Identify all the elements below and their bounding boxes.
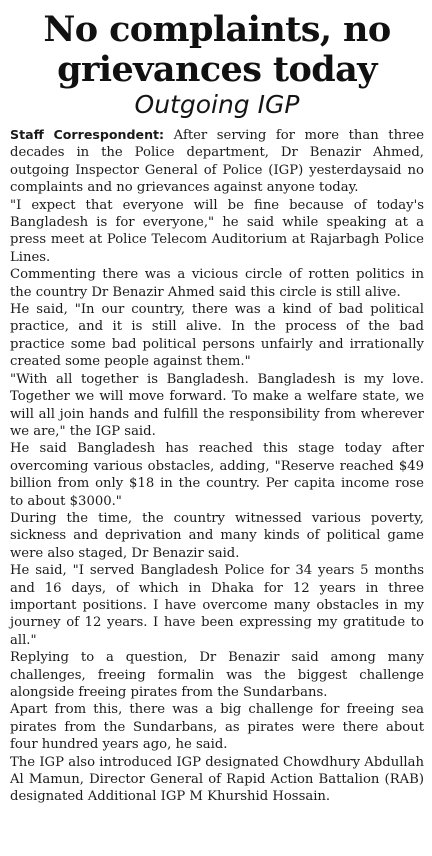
paragraph: He said Bangladesh has reached this stage today after overcoming various obstacles, adding, "Reserve reached $49 billion from only $18 in the country. Per capita income rose to about $3000." bbox=[10, 441, 424, 509]
paragraph: Replying to a question, Dr Benazir said among many challenges, freeing formalin was the biggest challenge alongside freeing pirates from the Sundarbans. bbox=[10, 650, 424, 700]
paragraph bbox=[10, 126, 424, 197]
paragraph: "I expect that everyone will be fine because of today's Bangladesh is for everyone," he said while speaking at a press meet at Police Telecom Auditorium at Rajarbagh Police Lines. bbox=[10, 197, 424, 265]
paragraph: Commenting there was a vicious circle of rotten politics in the country Dr Benazir Ahmed said this circle is still alive. bbox=[10, 267, 424, 300]
paragraph: "With all together is Bangladesh. Bangladesh is my love. Together we will move forward. To make a welfare state, we will all join hands and fulfill the responsibility from wherever we are," the IGP said. bbox=[10, 371, 424, 439]
paragraph: The IGP also introduced IGP designated Chowdhury Abdullah Al Mamun, Director General of Rapid Action Battalion (RAB) designated Additional IGP M Khurshid Hossain. bbox=[10, 754, 424, 805]
byline: Staff Correspondent: bbox=[10, 127, 165, 142]
paragraph-text: After serving for more than three decades in the Police department, Dr Benazir Ahmed, outgoing Inspector General of Police (IGP) yesterdaysaid no complaints and no grievances against anyone today. bbox=[10, 128, 424, 196]
headline-line-2: grievances today bbox=[57, 49, 377, 90]
paragraph: He said, "In our country, there was a kind of bad political practice, and it is still alive. In the process of the bad practice some bad political persons unfairly and irrationally created some people against them." bbox=[10, 302, 424, 370]
paragraph: Apart from this, there was a big challenge for freeing sea pirates from the Sundarbans, as pirates were there about four hundred years ago, he said. bbox=[10, 702, 424, 753]
subheadline: Outgoing IGP bbox=[134, 90, 300, 119]
article-body bbox=[10, 126, 424, 806]
paragraph: He said, "I served Bangladesh Police for 34 years 5 months and 16 days, of which in Dhaka for 12 years in three important positions. I have overcome many obstacles in my journey of 12 years. I have been expressing my gratitude to all." bbox=[10, 563, 424, 648]
headline bbox=[10, 10, 424, 90]
paragraph: During the time, the country witnessed various poverty, sickness and deprivation and many kinds of political game were also staged, Dr Benazir said. bbox=[10, 510, 424, 561]
headline-line-1: No complaints, no bbox=[43, 9, 391, 50]
